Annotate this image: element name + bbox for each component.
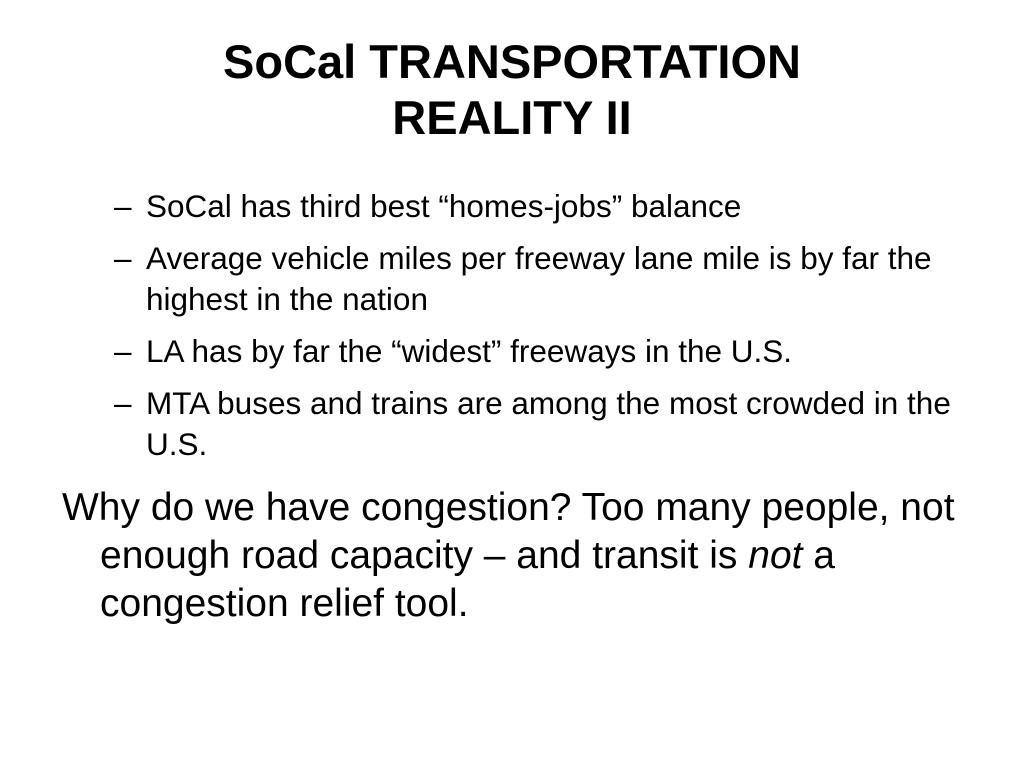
bullet-list [114,186,994,476]
dash-marker: – [114,188,132,224]
dash-marker: – [114,240,132,276]
list-item [114,186,994,227]
conclusion-paragraph [62,484,1000,628]
bullet-text: MTA buses and trains are among the most crowded in the U.S. [146,385,951,462]
dash-marker: – [114,333,132,369]
conclusion-emphasis: not [748,534,803,577]
slide-title-line-2: REALITY II [392,91,632,144]
conclusion-text-part-2: a congestion relief tool. [100,534,835,625]
dash-marker: – [114,385,132,421]
bullet-text: Average vehicle miles per freeway lane mile is by far the highest in the nation [146,240,932,317]
list-item [114,383,994,465]
slide-title [0,34,1024,146]
slide-title-line-1: SoCal TRANSPORTATION [223,35,801,88]
list-item [114,331,994,372]
bullet-text: SoCal has third best “homes-jobs” balance [146,188,742,224]
conclusion-text-part-1: Why do we have congestion? Too many people, not enough road capacity – and transit is [62,486,955,577]
list-item [114,238,994,320]
bullet-text: LA has by far the “widest” freeways in the U.S. [146,333,793,369]
